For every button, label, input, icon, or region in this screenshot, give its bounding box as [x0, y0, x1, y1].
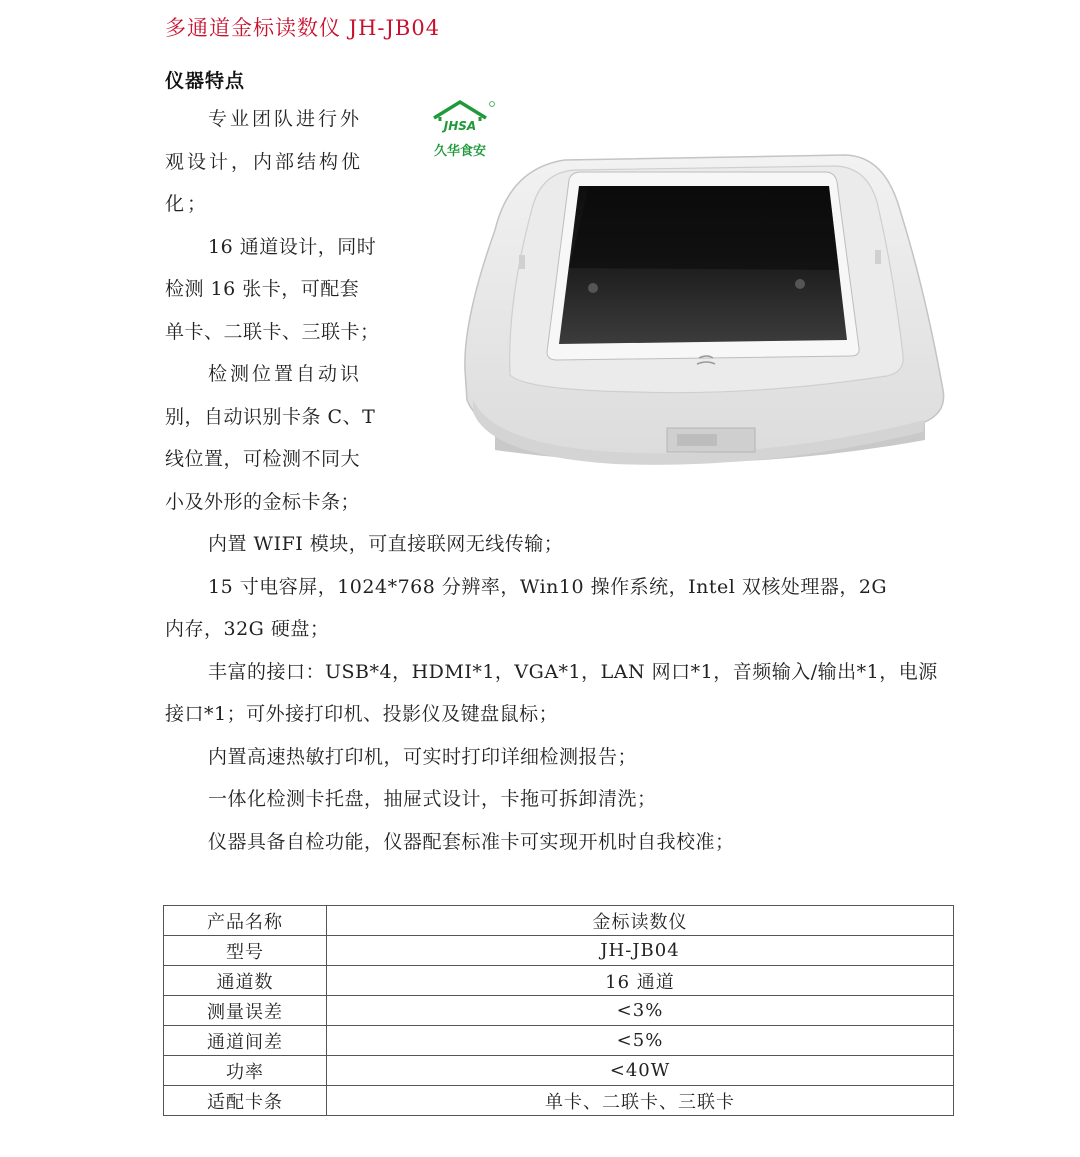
table-row: [164, 996, 954, 1026]
spec-value: 单卡、二联卡、三联卡: [327, 1086, 954, 1116]
spec-label: 通道数: [164, 966, 327, 996]
feature-line: 一体化检测卡托盘，抽屉式设计，卡拖可拆卸清洗；: [208, 788, 657, 810]
feature-line: 线位置，可检测不同大: [165, 448, 361, 470]
feature-line: 15 寸电容屏，1024*768 分辨率，Win10 操作系统，Intel 双核处理器，2G: [208, 575, 888, 598]
spec-value: <5%: [327, 1026, 954, 1056]
jhsa-logo-icon: [420, 98, 500, 140]
table-row: [164, 1056, 954, 1086]
table-row: [164, 906, 954, 936]
brand-name: 久华食安: [433, 144, 486, 159]
table-row: [164, 936, 954, 966]
spec-value: JH-JB04: [327, 936, 954, 966]
spec-label: 通道间差: [164, 1026, 327, 1056]
feature-line: 仪器具备自检功能，仪器配套标准卡可实现开机时自我校准；: [208, 830, 735, 853]
spec-value: 金标读数仪: [327, 906, 954, 936]
feature-line: 别，自动识别卡条 C、T: [165, 405, 376, 428]
feature-line: 16 通道设计，同时: [208, 235, 377, 258]
spec-value: <40W: [327, 1056, 954, 1086]
feature-line: 单卡、二联卡、三联卡；: [165, 320, 380, 343]
feature-line: 内置 WIFI 模块，可直接联网无线传输；: [208, 533, 564, 555]
spec-label: 产品名称: [164, 906, 327, 936]
spec-label: 功率: [164, 1056, 327, 1086]
spec-label: 适配卡条: [164, 1086, 327, 1116]
feature-line: 检测位置自动识: [208, 363, 363, 385]
logo-mark: JHSA: [443, 119, 477, 133]
section-heading: 仪器特点: [165, 70, 246, 92]
feature-line: 接口*1；可外接打印机、投影仪及键盘鼠标；: [165, 703, 559, 725]
document-title: 多通道金标读数仪 JH-JB04: [165, 16, 441, 40]
feature-line: 内存，32G 硬盘；: [165, 618, 330, 640]
spec-label: 测量误差: [164, 996, 327, 1026]
device-photo: [455, 150, 950, 468]
table-row: [164, 966, 954, 996]
feature-line: 内置高速热敏打印机，可实时打印详细检测报告；: [208, 745, 638, 768]
feature-line: 检测 16 张卡，可配套: [165, 278, 360, 300]
table-row: [164, 1086, 954, 1116]
spec-label: 型号: [164, 936, 327, 966]
feature-line: 专业团队进行外: [208, 108, 363, 130]
feature-line: 观设计，内部结构优: [165, 150, 364, 173]
spec-table: [163, 905, 954, 1116]
table-row: [164, 1026, 954, 1056]
spec-value: <3%: [327, 996, 954, 1026]
feature-line: 丰富的接口：USB*4，HDMI*1，VGA*1，LAN 网口*1，音频输入/输出*1，电源: [208, 660, 938, 683]
spec-value: 16 通道: [327, 966, 954, 996]
feature-line: 小及外形的金标卡条；: [165, 490, 361, 513]
feature-line: 化；: [165, 193, 210, 215]
